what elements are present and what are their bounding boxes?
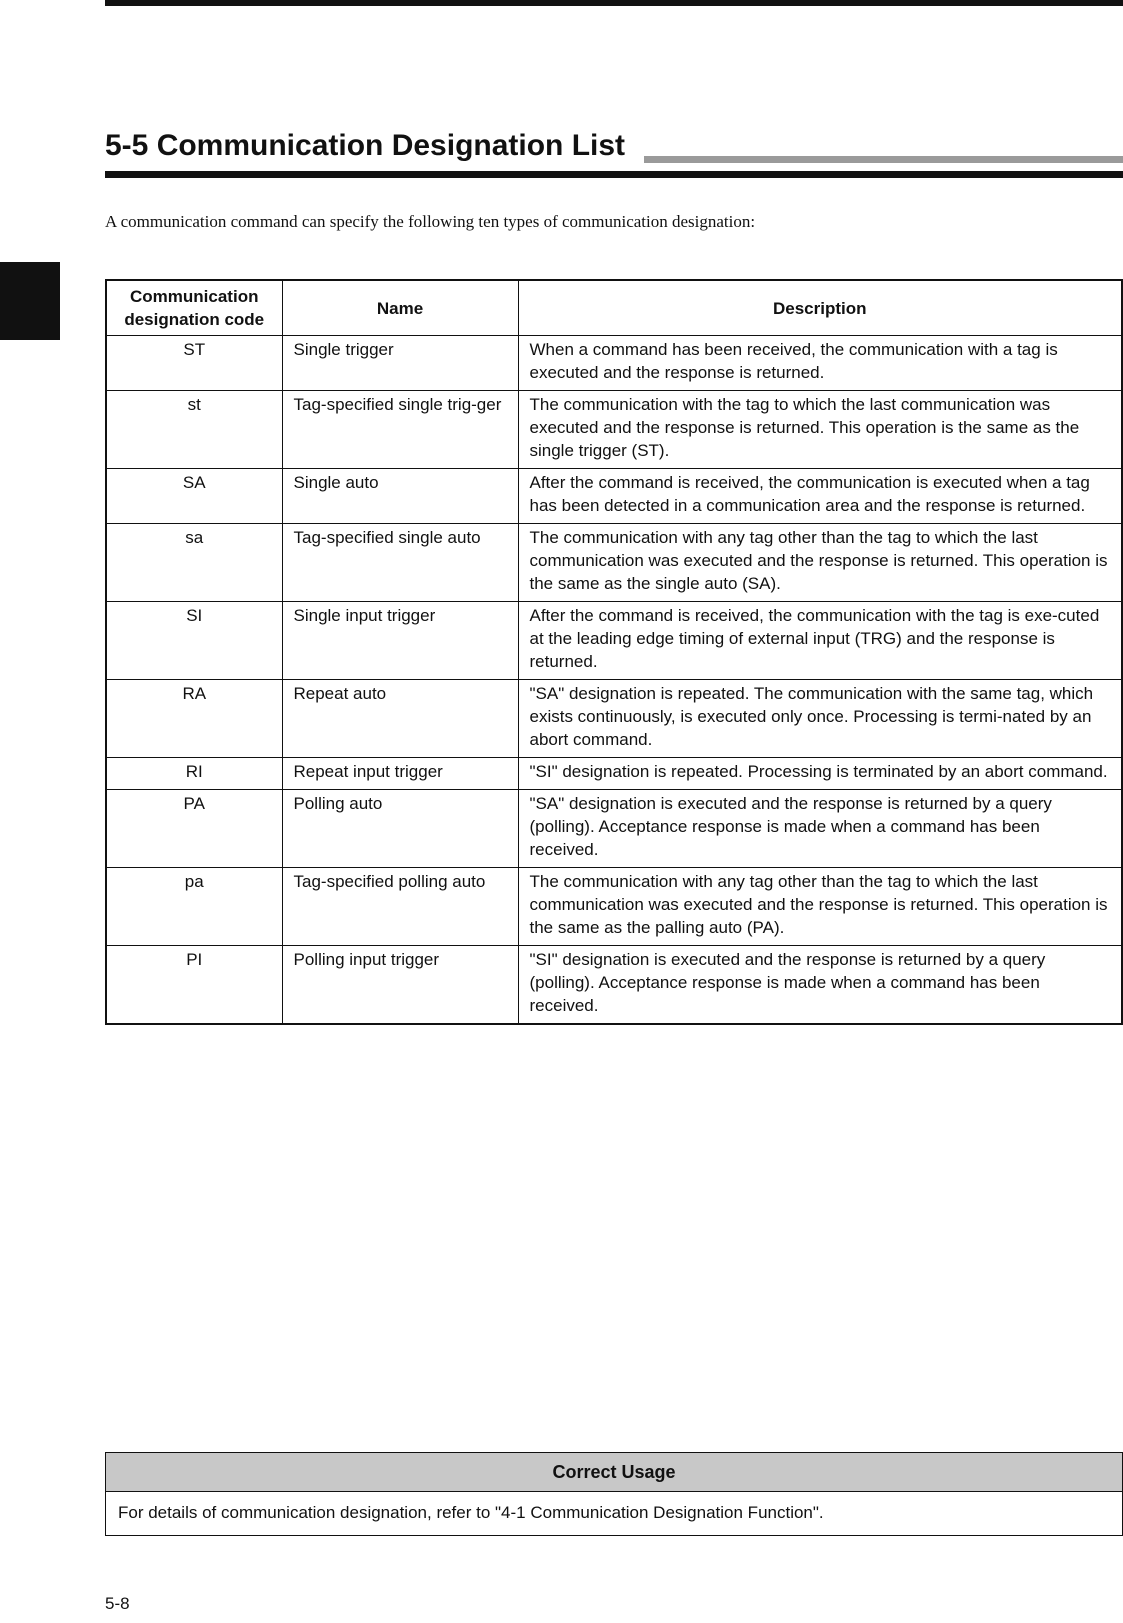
designation-code: SA [106, 469, 282, 524]
correct-usage-title: Correct Usage [106, 1453, 1122, 1492]
table-row [106, 391, 1122, 469]
page-number: 5-8 [105, 1594, 130, 1613]
designation-code: RA [106, 680, 282, 758]
table-row [106, 602, 1122, 680]
designation-code: RI [106, 758, 282, 790]
table-row [106, 790, 1122, 868]
designation-name: Polling input trigger [282, 946, 518, 1025]
table-row [106, 524, 1122, 602]
designation-name: Single input trigger [282, 602, 518, 680]
designation-name: Single auto [282, 469, 518, 524]
chapter-tab-marker [0, 262, 60, 340]
designation-description: After the command is received, the communication is executed when a tag has been detected in a communication area and the response is returned. [518, 469, 1122, 524]
header-description: Description [518, 280, 1122, 336]
top-rule [105, 0, 1123, 6]
designation-description: "SI" designation is repeated. Processing is terminated by an abort command. [518, 758, 1122, 790]
table-header-row [106, 280, 1122, 336]
designation-code: ST [106, 336, 282, 391]
table-row [106, 758, 1122, 790]
designation-name: Polling auto [282, 790, 518, 868]
designation-code: SI [106, 602, 282, 680]
designation-name: Repeat input trigger [282, 758, 518, 790]
designation-name: Single trigger [282, 336, 518, 391]
designation-description: "SI" designation is executed and the response is returned by a query (polling). Acceptance response is made when a command has been received. [518, 946, 1122, 1025]
designation-name: Repeat auto [282, 680, 518, 758]
designation-code: st [106, 391, 282, 469]
designation-description: After the command is received, the communication with the tag is exe-cuted at the leading edge timing of external input (TRG) and the response is returned. [518, 602, 1122, 680]
designation-description: The communication with any tag other than the tag to which the last communication was executed and the response is returned. This operation is the same as the single auto (SA). [518, 524, 1122, 602]
table-row [106, 469, 1122, 524]
designation-description: The communication with any tag other than the tag to which the last communication was executed and the response is returned. This operation is the same as the palling auto (PA). [518, 868, 1122, 946]
designation-description: When a command has been received, the communication with a tag is executed and the response is returned. [518, 336, 1122, 391]
table-row [106, 868, 1122, 946]
table-row [106, 336, 1122, 391]
intro-paragraph: A communication command can specify the following ten types of communication designation: [105, 212, 756, 231]
designation-description: "SA" designation is repeated. The communication with the same tag, which exists continuously, is executed only once. Processing is termi-nated by an abort command. [518, 680, 1122, 758]
designation-table [105, 279, 1123, 1025]
header-name: Name [282, 280, 518, 336]
correct-usage-box [105, 1452, 1123, 1536]
designation-description: "SA" designation is executed and the response is returned by a query (polling). Acceptance response is made when a command has been received. [518, 790, 1122, 868]
title-decoration-bar [644, 156, 1123, 163]
table-row [106, 946, 1122, 1025]
designation-code: sa [106, 524, 282, 602]
correct-usage-text: For details of communication designation, refer to "4-1 Communication Designation Function". [118, 1503, 824, 1522]
section-title: 5-5 Communication Designation List [105, 129, 626, 162]
header-code: Communication designation code [106, 280, 282, 336]
designation-code: PI [106, 946, 282, 1025]
title-underline [105, 171, 1123, 178]
designation-code: pa [106, 868, 282, 946]
designation-name: Tag-specified polling auto [282, 868, 518, 946]
designation-description: The communication with the tag to which the last communication was executed and the response is returned. This operation is the same as the single trigger (ST). [518, 391, 1122, 469]
designation-name: Tag-specified single trig-ger [282, 391, 518, 469]
table-row [106, 680, 1122, 758]
designation-code: PA [106, 790, 282, 868]
designation-name: Tag-specified single auto [282, 524, 518, 602]
